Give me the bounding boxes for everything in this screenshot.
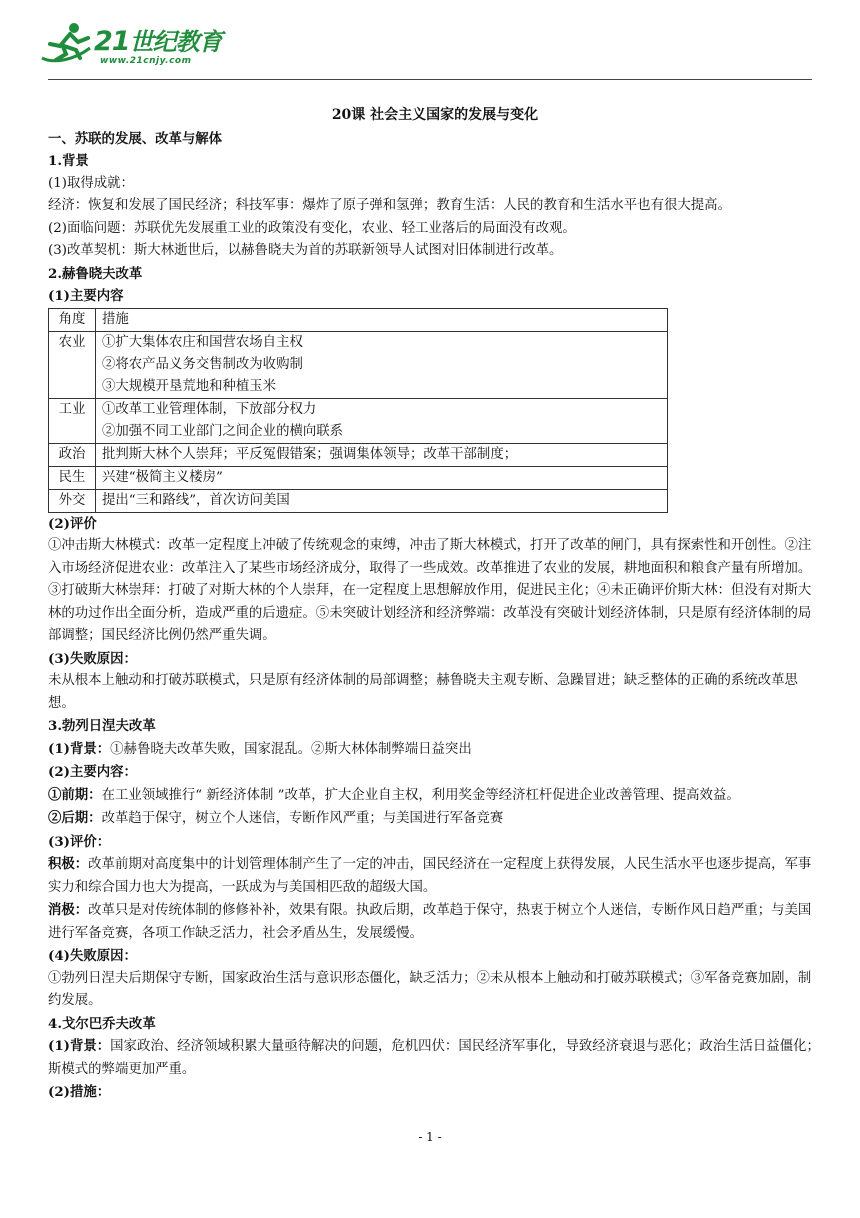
table-cell-measures: 批判斯大林个人崇拜；平反冤假错案；强调集体领导；改革干部制度；: [96, 443, 668, 466]
subsection-heading: 4.戈尔巴乔夫改革: [48, 1015, 156, 1032]
logo-number: 21: [94, 26, 130, 57]
table-cell-category: 工业: [49, 398, 96, 443]
inline-text: 改革趋于保守，树立个人迷信，专断作风严重；与美国进行军备竞赛: [101, 811, 504, 826]
table-header-cell: 角度: [49, 308, 96, 331]
table-cell-category: 民生: [49, 466, 96, 489]
table-row: [49, 398, 668, 443]
lesson-title: 20课 社会主义国家的发展与变化: [331, 107, 539, 123]
inline-label: 积极：: [48, 856, 89, 872]
logo-url: www.21cnjy.com: [100, 56, 192, 66]
table-header-row: [49, 308, 668, 331]
measure-item: ①扩大集体农庄和国营农场自主权: [102, 334, 303, 350]
measure-item: ②将农产品义务交售制改为收购制: [102, 356, 303, 372]
section-heading: 一、苏联的发展、改革与解体: [48, 130, 223, 147]
paragraph: 未从根本上触动和打破苏联模式，只是原有经济体制的局部调整；赫鲁晓夫主观专断、急躁冒进；缺乏整体的正确的系统改革思想。: [48, 673, 798, 711]
table-row: [49, 443, 668, 466]
paragraph: (1)取得成就：: [48, 175, 134, 191]
paragraph: [48, 738, 822, 762]
subsection-heading: (3)评价：: [48, 833, 111, 850]
running-man-icon: [40, 20, 100, 68]
inline-label: ②后期：: [48, 810, 102, 826]
table-header-cell: 措施: [96, 308, 668, 331]
table-cell-category: 外交: [49, 489, 96, 512]
logo-chinese: 世纪教育: [129, 28, 222, 56]
paragraph: [48, 807, 822, 831]
subsection-heading: 3.勃列日涅夫改革: [48, 718, 156, 734]
inline-label: ①前期：: [48, 786, 102, 803]
subsection-heading: 1.背景: [48, 153, 89, 169]
inline-text: 国家政治、经济领域积累大量亟待解决的问题，危机四伏：国民经济军事化，导致经济衰退与恶化；政治生活日益僵化；斯模式的弊端更加严重。: [48, 1039, 820, 1077]
logo-wordmark: [94, 22, 222, 57]
subsection-heading: 2.赫鲁晓夫改革: [48, 265, 143, 282]
inline-text: 改革只是对传统体制的修修补补，效果有限。执政后期，改革趋于保守，热衷于树立个人迷信，专断作风日趋严重；与美国进行军备竞赛，各项工作缺乏活力，社会矛盾丛生，发展缓慢。: [48, 903, 812, 941]
page-number: - 1 -: [418, 1130, 442, 1144]
subsection-heading: (2)措施：: [48, 1084, 111, 1100]
inline-label: (1)背景：: [48, 740, 111, 757]
paragraph: [48, 853, 822, 899]
paragraph: (3)改革契机：斯大林逝世后，以赫鲁晓夫为首的苏联新领导人试图对旧体制进行改革。: [48, 243, 563, 258]
table-cell-measures: 提出“三和路线”，首次访问美国: [96, 489, 668, 512]
paragraph: [48, 899, 822, 945]
table-cell-measures: [96, 331, 668, 398]
subsection-heading: (2)主要内容：: [48, 764, 137, 780]
measure-item: ③大规模开垦荒地和种植玉米: [102, 378, 277, 394]
inline-text: 在工业领域推行“ 新经济体制 ”改革，扩大企业自主权，利用奖金等经济杠杆促进企业改善管理、提高效益。: [101, 787, 740, 803]
subsection-heading: (4)失败原因：: [48, 948, 137, 964]
table-cell-category: 农业: [49, 331, 96, 398]
paragraph: [48, 1035, 822, 1081]
table-cell-measures: 兴建“极简主义楼房”: [96, 466, 668, 489]
paragraph: 经济：恢复和发展了国民经济；科技军事：爆炸了原子弹和氢弹；教育生活：人民的教育和生活水平也有很大提高。: [48, 198, 731, 213]
measure-item: ①改革工业管理体制，下放部分权力: [102, 401, 317, 417]
paragraph: ①冲击斯大林模式：改革一定程度上冲破了传统观念的束缚，冲击了斯大林模式，打开了改革的闸门，具有探索性和开创性。②注入市场经济促进农业：改革注入了某些市场经济成分，取得了一些成效。改革推进了农业的发展，耕地面积和粮食产量有所增加。③打破斯大林崇拜：打破了对斯大林的个人崇拜，在一定程度上思想解放作用，促进民主化；④未正确评价斯大林：但没有对斯大林的功过作出全面分析，造成严重的后遗症。⑤未突破计划经济和经济弊端：改革没有突破计划经济体制，只是原有经济体制的局部调整；国民经济比例仍然严重失调。: [48, 538, 812, 643]
measure-item: ②加强不同工业部门之间企业的横向联系: [102, 423, 344, 439]
inline-text: 改革前期对高度集中的计划管理体制产生了一定的冲击，国民经济在一定程度上获得发展，人民生活水平也逐步提高，军事实力和综合国力也大为提高，一跃成为与美国相匹敌的超级大国。: [48, 857, 812, 895]
header-divider: [48, 79, 812, 80]
subsection-heading: (1)主要内容: [48, 288, 124, 304]
table-row: [49, 466, 668, 489]
inline-label: (1)背景：: [48, 1038, 111, 1054]
subsection-heading: (2)评价: [48, 515, 97, 532]
paragraph: [48, 784, 822, 808]
table-cell-category: 政治: [49, 443, 96, 466]
table-cell-measures: [96, 398, 668, 443]
logo: [40, 18, 240, 70]
measures-table: [48, 308, 668, 513]
table-row: [49, 331, 668, 398]
paragraph: (2)面临问题：苏联优先发展重工业的政策没有变化，农业、轻工业落后的局面没有改观。: [48, 220, 576, 236]
inline-text: ①赫鲁晓夫改革失败，国家混乱。②斯大林体制弊端日益突出: [110, 741, 472, 757]
paragraph: ①勃列日涅夫后期保守专断，国家政治生活与意识形态僵化，缺乏活力；②未从根本上触动和打破苏联模式；③军备竞赛加剧，制约发展。: [48, 970, 812, 1008]
document-body: [48, 104, 822, 1104]
subsection-heading: (3)失败原因：: [48, 650, 137, 667]
table-row: [49, 489, 668, 512]
inline-label: 消极：: [48, 902, 89, 918]
